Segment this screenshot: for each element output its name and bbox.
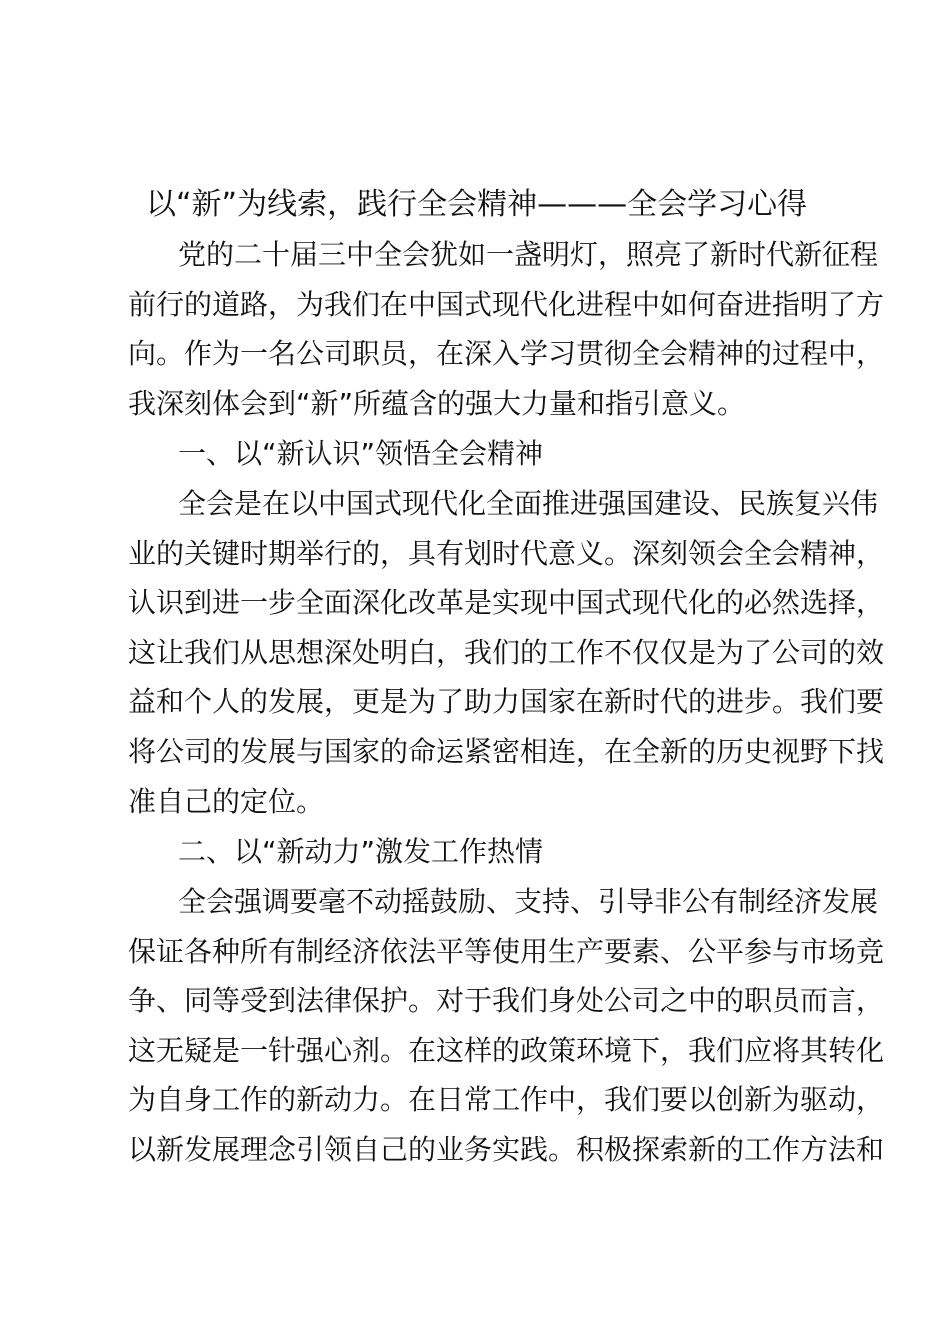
paragraph-line: 以新发展理念引领自己的业务实践。积极探索新的工作方法和 bbox=[128, 1132, 885, 1166]
section-heading: 一、以“新认识”领悟全会精神 bbox=[178, 437, 544, 470]
paragraph-line: 争、同等受到法律保护。对于我们身处公司之中的职员而言， bbox=[128, 984, 885, 1018]
paragraph-line: 认识到进一步全面深化改革是实现中国式现代化的必然选择， bbox=[128, 586, 885, 620]
section-heading-2 bbox=[128, 827, 830, 877]
section-heading-1 bbox=[128, 429, 830, 479]
section-heading: 二、以“新动力”激发工作热情 bbox=[178, 835, 544, 868]
paragraph-2 bbox=[128, 479, 885, 826]
paragraph-line: 保证各种所有制经济依法平等使用生产要素、公平参与市场竞 bbox=[128, 934, 885, 968]
paragraph-line: 这让我们从思想深处明白，我们的工作不仅仅是为了公司的效 bbox=[128, 635, 885, 669]
paragraph-line: 为自身工作的新动力。在日常工作中，我们要以创新为驱动， bbox=[128, 1083, 885, 1117]
paragraph-line: 益和个人的发展，更是为了助力国家在新时代的进步。我们要 bbox=[128, 685, 885, 719]
document-title: 以“新”为线索，践行全会精神———全会学习心得 bbox=[146, 187, 808, 222]
paragraph-line: 准自己的定位。 bbox=[128, 784, 325, 818]
paragraph-line: 将公司的发展与国家的命运紧密相连，在全新的历史视野下找 bbox=[128, 734, 885, 768]
paragraph-line: 前行的道路，为我们在中国式现代化进程中如何奋进指明了方 bbox=[128, 287, 885, 321]
paragraph-line: 党的二十届三中全会犹如一盏明灯，照亮了新时代新征程 bbox=[178, 238, 879, 271]
paragraph-line: 全会是在以中国式现代化全面推进强国建设、民族复兴伟 bbox=[178, 487, 879, 520]
paragraph-1 bbox=[128, 230, 885, 428]
paragraph-line: 我深刻体会到“新”所蕴含的强大力量和指引意义。 bbox=[128, 386, 746, 420]
paragraph-line: 业的关键时期举行的，具有划时代意义。深刻领会全会精神， bbox=[128, 536, 885, 570]
paragraph-line: 向。作为一名公司职员，在深入学习贯彻全会精神的过程中， bbox=[128, 337, 885, 371]
paragraph-line: 这无疑是一针强心剂。在这样的政策环境下，我们应将其转化 bbox=[128, 1033, 885, 1067]
paragraph-3 bbox=[128, 877, 885, 1175]
paragraph-line: 全会强调要毫不动摇鼓励、支持、引导非公有制经济发展 bbox=[178, 885, 879, 918]
